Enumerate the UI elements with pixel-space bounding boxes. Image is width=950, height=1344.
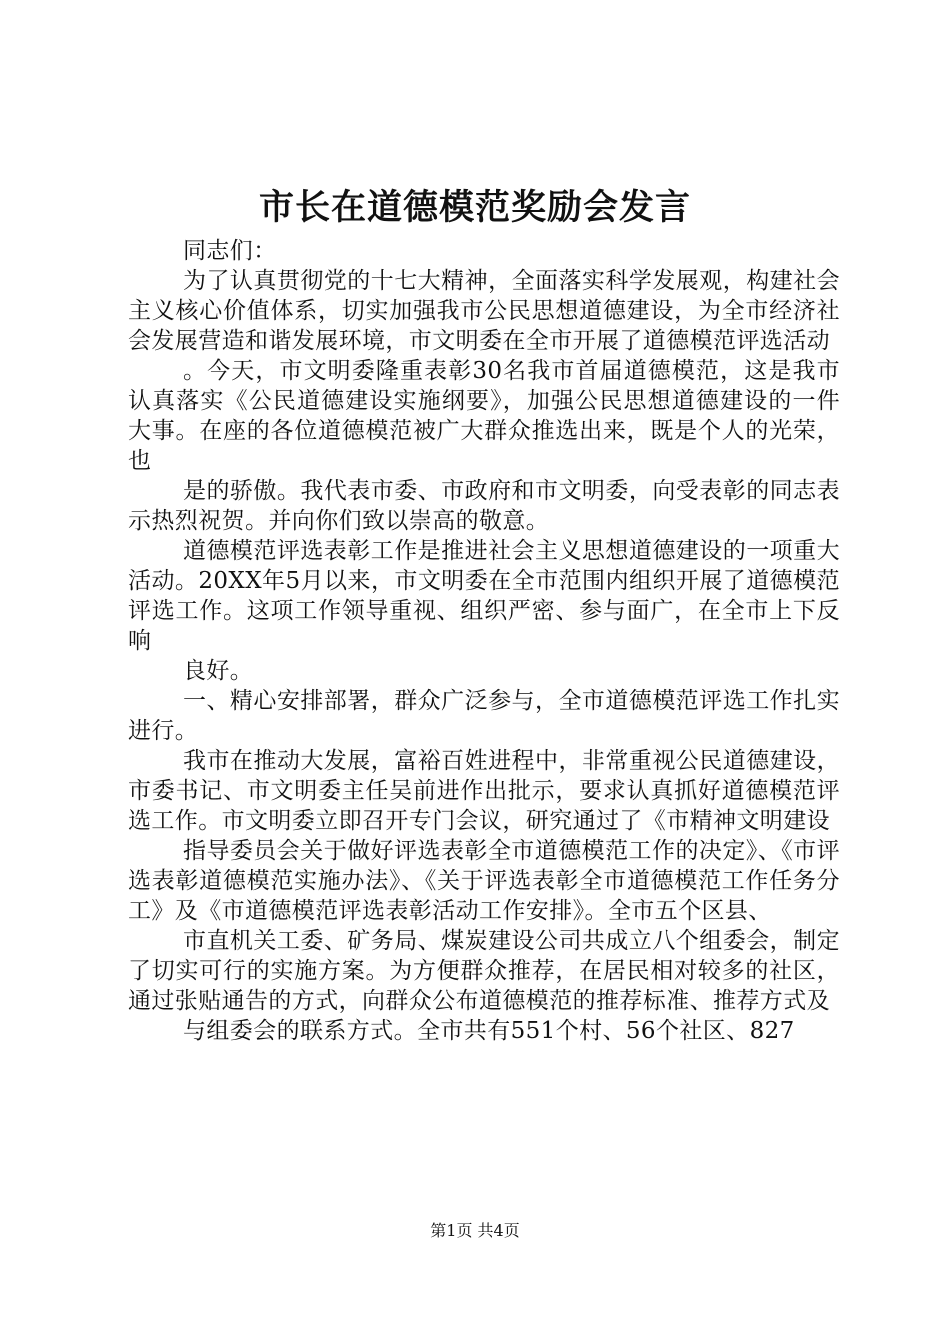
paragraph: 与组委会的联系方式。全市共有551个村、56个社区、827	[183, 1018, 795, 1044]
paragraph: 我市在推动大发展，富裕百姓进程中，非常重视公民道德建设，市委书记、市文明委主任吴前进作出批示，要求认真抓好道德模范评选工作。市文明委立即召开专门会议，研究通过了《市精神文明建设	[128, 748, 840, 834]
paragraph: 指导委员会关于做好评选表彰全市道德模范工作的决定》、《市评选表彰道德模范实施办法》、《关于评选表彰全市道德模范工作任务分工》及《市道德模范评选表彰活动工作安排》。全市五个区县、	[128, 838, 840, 924]
paragraph: 市直机关工委、矿务局、煤炭建设公司共成立八个组委会，制定了切实可行的实施方案。为方便群众推荐，在居民相对较多的社区，通过张贴通告的方式，向群众公布道德模范的推荐标准、推荐方式及	[128, 928, 840, 1014]
paragraph-salutation: 同志们：	[183, 238, 277, 264]
paragraph: 道德模范评选表彰工作是推进社会主义思想道德建设的一项重大活动。20XX年5月以来，市文明委在全市范围内组织开展了道德模范评选工作。这项工作领导重视、组织严密、参与面广，在全市上下反响	[128, 538, 840, 654]
document-title: 市长在道德模范奖励会发言	[258, 187, 691, 228]
paragraph: 是的骄傲。我代表市委、市政府和市文明委，向受表彰的同志表示热烈祝贺。并向你们致以崇高的敬意。	[128, 478, 840, 534]
paragraph: 。今天，市文明委隆重表彰30名我市首届道德模范，这是我市认真落实《公民道德建设实施纲要》，加强公民思想道德建设的一件大事。在座的各位道德模范被广大群众推选出来，既是个人的光荣，也	[128, 358, 840, 474]
paragraph: 良好。	[183, 658, 254, 684]
section-heading: 一、精心安排部署，群众广泛参与，全市道德模范评选工作扎实进行。	[128, 688, 840, 744]
document-body	[128, 236, 840, 1046]
page-number-footer: 第1页 共4页	[430, 1221, 520, 1240]
paragraph: 为了认真贯彻党的十七大精神，全面落实科学发展观，构建社会主义核心价值体系，切实加强我市公民思想道德建设，为全市经济社会发展营造和谐发展环境，市文明委在全市开展了道德模范评选活动	[128, 268, 840, 354]
